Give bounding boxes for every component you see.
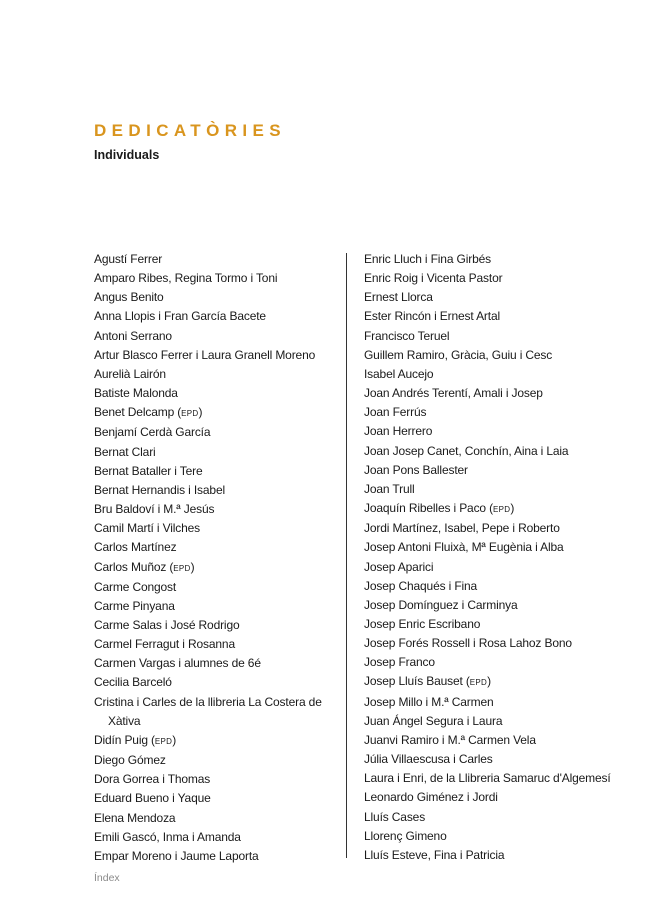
dedication-item: Guillem Ramiro, Gràcia, Guiu i Cesc (364, 347, 553, 362)
dedication-item: Artur Blasco Ferrer i Laura Granell Moreno (94, 347, 316, 362)
dedication-item: Juanvi Ramiro i M.ª Carmen Vela (364, 732, 536, 747)
index-link[interactable]: Índex (94, 872, 120, 884)
epd-marker: EPD (154, 736, 173, 746)
dedication-item: Ester Rincón i Ernest Artal (364, 309, 501, 324)
dedication-item: Josep Forés Rossell i Rosa Lahoz Bono (364, 636, 572, 651)
dedication-item: Ernest Llorca (364, 290, 433, 305)
dedication-item: Bernat Hernandis i Isabel (94, 482, 225, 497)
dedication-item: Carlos Muñoz (EPD) (94, 559, 195, 574)
dedication-item: Joan Andrés Terentí, Amali i Josep (364, 386, 543, 401)
dedication-item: Benet Delcamp (EPD) (94, 405, 203, 420)
epd-marker: EPD (173, 563, 191, 573)
dedication-item: Carlos Martínez (94, 540, 177, 555)
dedication-item: Cristina i Carles de la llibreria La Costera de Xàtiva (94, 694, 322, 728)
dedication-item: Josep Franco (364, 655, 435, 670)
dedication-item: Empar Moreno i Jaume Laporta (94, 848, 259, 863)
dedication-item: Carme Congost (94, 579, 177, 594)
dedication-list-right (364, 250, 634, 865)
dedication-item: Dora Gorrea i Thomas (94, 772, 211, 787)
dedication-item: Carmen Vargas i alumnes de 6é (94, 656, 261, 671)
dedication-item: Diego Gómez (94, 753, 166, 768)
dedication-item: Enric Lluch i Fina Girbés (364, 252, 491, 266)
dedication-item: Aurelià Lairón (94, 366, 166, 381)
dedication-item: Carme Salas i José Rodrigo (94, 617, 240, 632)
dedication-item: Joan Trull (364, 481, 415, 496)
epd-marker: EPD (181, 409, 199, 419)
dedication-item: Eduard Bueno i Yaque (94, 791, 211, 806)
dedication-item: Juan Ángel Segura i Laura (364, 713, 503, 728)
dedication-item: Batiste Malonda (94, 386, 178, 401)
dedication-item: Amparo Ribes, Regina Tormo i Toni (94, 271, 278, 286)
dedication-item: Bru Baldoví i M.ª Jesús (94, 502, 215, 517)
dedication-item: Josep Enric Escribano (364, 616, 481, 631)
dedication-item: Josep Millo i M.ª Carmen (364, 694, 494, 709)
epd-marker: EPD (469, 678, 488, 688)
dedication-item: Laura i Enri, de la Llibreria Samaruc d'Algemesí (364, 771, 611, 786)
dedication-item: Carme Pinyana (94, 598, 175, 613)
dedication-item: Lluís Esteve, Fina i Patricia (364, 847, 505, 862)
dedication-item: Joan Ferrús (364, 405, 427, 420)
column-divider (346, 253, 347, 858)
page-subtitle: Individuals (94, 148, 160, 162)
dedication-item: Bernat Clari (94, 444, 156, 459)
dedication-item: Joan Herrero (364, 424, 433, 439)
dedication-item: Emili Gascó, Inma i Amanda (94, 829, 241, 844)
dedication-item: Agustí Ferrer (94, 252, 163, 266)
dedication-item: Josep Aparici (364, 559, 434, 574)
dedication-item: Joan Pons Ballester (364, 462, 468, 477)
dedication-item: Carmel Ferragut i Rosanna (94, 637, 235, 652)
dedication-item: Joaquín Ribelles i Paco (EPD) (364, 501, 515, 516)
dedication-item: Bernat Bataller i Tere (94, 463, 203, 478)
dedication-item: Llorenç Gimeno (364, 828, 447, 843)
dedication-item: Enric Roig i Vicenta Pastor (364, 271, 503, 286)
dedication-item: Anna Llopis i Fran García Bacete (94, 309, 266, 324)
dedication-item: Isabel Aucejo (364, 366, 434, 381)
dedication-item: Josep Chaqués i Fina (364, 578, 478, 593)
epd-marker: EPD (493, 505, 511, 515)
page-title: DEDICATÒRIES (94, 121, 286, 140)
dedication-item: Josep Antoni Fluixà, Mª Eugènia i Alba (364, 540, 564, 555)
dedication-item: Jordi Martínez, Isabel, Pepe i Roberto (364, 521, 560, 536)
dedication-item: Lluís Cases (364, 809, 426, 824)
dedication-item: Cecilia Barceló (94, 675, 172, 690)
dedication-item: Camil Martí i Vilches (94, 521, 200, 536)
dedication-item: Elena Mendoza (94, 810, 176, 825)
dedication-item: Leonardo Giménez i Jordi (364, 790, 498, 805)
dedication-list-left (94, 250, 334, 866)
dedication-item: Didín Puig (EPD) (94, 732, 177, 747)
dedication-item: Josep Lluís Bauset (EPD) (364, 674, 491, 689)
dedication-item: Francisco Teruel (364, 328, 450, 343)
dedication-item: Antoni Serrano (94, 328, 172, 343)
dedication-item: Joan Josep Canet, Conchín, Aina i Laia (364, 443, 569, 458)
dedication-item: Benjamí Cerdà García (94, 425, 211, 440)
dedication-item: Júlia Villaescusa i Carles (364, 752, 493, 767)
dedication-item: Angus Benito (94, 290, 164, 305)
dedication-item: Josep Domínguez i Carminya (364, 597, 518, 612)
